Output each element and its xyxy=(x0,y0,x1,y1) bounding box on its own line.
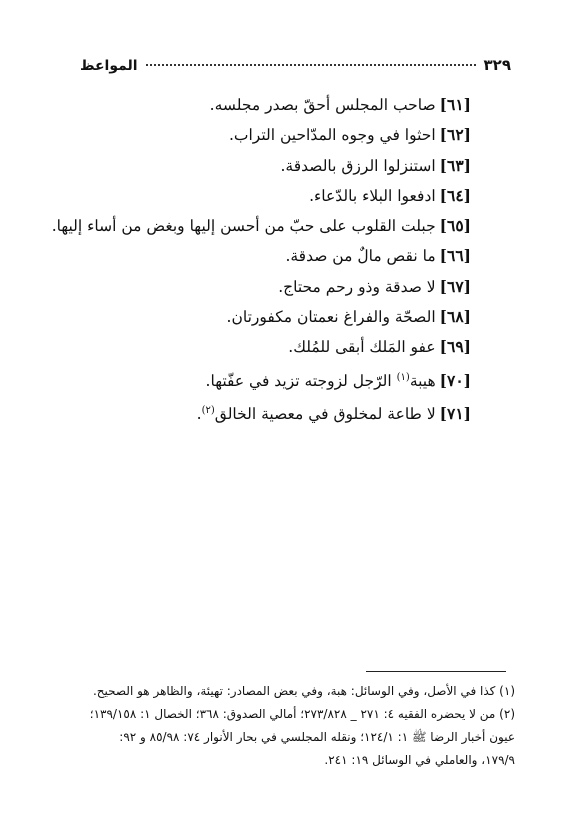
footnote-2: (٢) من لا يحضره الفقيه ٤: ٢٧١ _ ٢٧٣/٨٢٨؛ أمالي الصدوق: ٣٦٨؛ الخصال ١: ١٣٩/١٥٨؛ xyxy=(89,707,515,721)
saying-71 xyxy=(51,396,471,429)
saying-text: لا طاعة لمخلوق في معصية الخالق xyxy=(214,405,436,424)
footnote-separator xyxy=(366,671,506,672)
saying-64 xyxy=(51,181,471,211)
footnote-2-cont: عيون أخبار الرضا ﷺ ١: ١٢٤/١؛ ونقله المجلسي في بحار الأنوار ٧٤: ٨٥/٩٨ و ٩٢: xyxy=(119,730,515,744)
saying-text: احثوا في وجوه المدّاحين التراب. xyxy=(228,126,436,145)
saying-text: عفو المَلك أبقى للمُلك. xyxy=(288,338,436,357)
saying-text: . xyxy=(196,405,202,424)
saying-text: هيبة xyxy=(409,371,436,390)
running-header xyxy=(80,56,511,82)
saying-text: الرّجل لزوجته تزيد في عفّتها. xyxy=(205,371,397,390)
footnotes xyxy=(75,680,515,772)
saying-text: ما نقص مالٌ من صدقة. xyxy=(285,247,436,266)
saying-number: [٦٦] xyxy=(439,246,471,266)
saying-66 xyxy=(51,241,471,271)
page-number: ٣٢٩ xyxy=(483,56,511,74)
saying-number: [٦٨] xyxy=(439,307,471,327)
saying-67 xyxy=(51,272,471,302)
footnote-1: (١) كذا في الأصل، وفي الوسائل: هبة، وفي بعض المصادر: تهيئة، والظاهر هو الصحيح. xyxy=(92,684,515,698)
saying-text: الصحّة والفراغ نعمتان مكفورتان. xyxy=(226,308,436,327)
saying-number: [٧٠] xyxy=(439,370,471,390)
saying-69 xyxy=(51,332,471,362)
saying-68 xyxy=(51,302,471,332)
footnote-marker[interactable]: (٢) xyxy=(201,405,215,417)
saying-65 xyxy=(51,211,471,241)
footnote-marker[interactable]: (١) xyxy=(396,371,410,383)
saying-number: [٦١] xyxy=(439,95,471,114)
saying-number: [٦٤] xyxy=(439,185,471,205)
saying-text: صاحب المجلس أحقّ بصدر مجلسه. xyxy=(209,96,436,114)
sayings-list xyxy=(51,90,471,430)
saying-63 xyxy=(51,151,471,181)
chapter-title: المواعظ xyxy=(80,58,138,74)
saying-61 xyxy=(51,90,471,120)
saying-text: ادفعوا البلاء بالدّعاء. xyxy=(309,186,436,205)
saying-70 xyxy=(51,363,471,396)
saying-text: جبلت القلوب على حبّ من أحسن إليها وبغض من أساء إليها. xyxy=(51,217,436,236)
saying-number: [٦٧] xyxy=(439,276,471,296)
footnote-2-cont: ١٧٩/٩، والعاملي في الوسائل ١٩: ٢٤١. xyxy=(324,753,515,767)
saying-number: [٦٢] xyxy=(439,125,471,145)
header-dot-leader xyxy=(146,64,476,66)
saying-number: [٧١] xyxy=(439,404,471,424)
saying-number: [٦٣] xyxy=(439,155,471,175)
saying-text: استنزلوا الرزق بالصدقة. xyxy=(280,156,436,175)
saying-62 xyxy=(51,120,471,150)
saying-number: [٦٩] xyxy=(439,337,471,357)
saying-number: [٦٥] xyxy=(439,216,471,236)
saying-text: لا صدقة وذو رحم محتاج. xyxy=(278,277,436,296)
